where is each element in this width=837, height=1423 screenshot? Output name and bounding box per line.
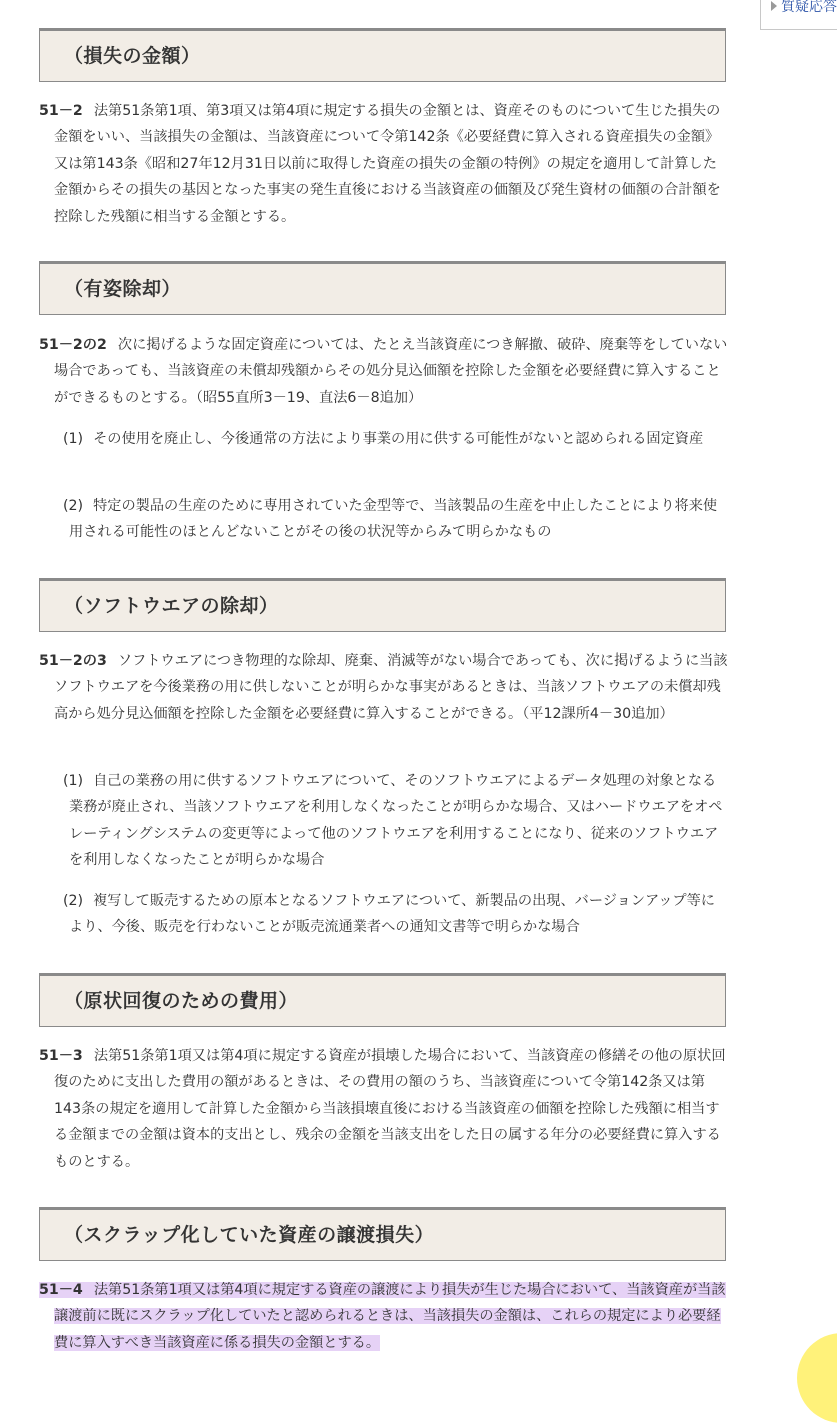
section-heading-text: （原状回復のための費用） — [64, 990, 299, 1012]
paragraph-number: 51－2の2 — [39, 337, 107, 353]
paragraph-51-2-2 — [39, 332, 729, 411]
triangle-right-icon — [771, 1, 777, 11]
section-heading-text: （スクラップ化していた資産の譲渡損失） — [64, 1224, 435, 1246]
qa-link[interactable] — [760, 0, 837, 30]
list-item — [63, 888, 729, 941]
section-heading-loss-amount — [39, 28, 726, 82]
paragraph-51-2 — [39, 98, 729, 230]
item-number: (1) — [63, 431, 84, 447]
paragraph-number: 51－4 — [39, 1282, 83, 1298]
item-text: 自己の業務の用に供するソフトウエアについて、そのソフトウエアによるデータ処理の対象となる業務が廃止され、当該ソフトウエアを利用しなくなったことが明らかな場合、又はハードウエアをオペレーティングシステムの変更等によって他のソフトウエアを利用することになり、従来のソフトウエアを利用しなくなったことが明らかな場合 — [69, 773, 723, 869]
list-item — [63, 768, 729, 874]
section-heading-software-removal — [39, 578, 726, 632]
paragraph-51-2-3 — [39, 648, 729, 727]
qa-link-label: 質疑応答 — [781, 0, 837, 15]
item-number: (2) — [63, 893, 84, 909]
paragraph-text: 法第51条第1項又は第4項に規定する資産の譲渡により損失が生じた場合において、当該資産が当該譲渡前に既にスクラップ化していたと認められるときは、当該損失の金額は、これらの規定により必要経費に算入すべき当該資産に係る損失の金額とする。 — [54, 1282, 726, 1351]
paragraph-number: 51－2 — [39, 103, 83, 119]
paragraph-number: 51－2の3 — [39, 653, 107, 669]
section-heading-scrap-transfer-loss — [39, 1207, 726, 1261]
highlighted-text — [39, 1282, 726, 1351]
item-text: その使用を廃止し、今後通常の方法により事業の用に供する可能性がないと認められる固定資産 — [93, 431, 704, 447]
paragraph-text: 次に掲げるような固定資産については、たとえ当該資産につき解撤、破砕、廃棄等をしていない場合であっても、当該資産の未償却残額からその処分見込価額を控除した金額を必要経費に算入することができるものとする。（昭55直所3－19、直法6－8追加） — [54, 337, 728, 406]
paragraph-text: 法第51条第1項、第3項又は第4項に規定する損失の金額とは、資産そのものについて生じた損失の金額をいい、当該損失の金額は、当該資産について令第142条《必要経費に算入される資産損失の金額》又は第143条《昭和27年12月31日以前に取得した資産の損失の金額の特例》の規定を適用して計算した金額からその損失の基因となった事実の発生直後における当該資産の価額及び発生資材の価額の合計額を控除した残額に相当する金額とする。 — [54, 103, 721, 225]
list-item — [63, 493, 729, 546]
paragraph-number: 51－3 — [39, 1048, 83, 1064]
section-heading-tangible-removal — [39, 261, 726, 315]
section-heading-text: （ソフトウエアの除却） — [64, 595, 279, 617]
item-text: 特定の製品の生産のために専用されていた金型等で、当該製品の生産を中止したことにより将来使用される可能性のほとんどないことがその後の状況等からみて明らかなもの — [69, 498, 718, 541]
paragraph-51-3 — [39, 1043, 729, 1175]
page-top-button[interactable] — [797, 1333, 837, 1423]
section-heading-restoration-cost — [39, 973, 726, 1027]
section-heading-text: （有姿除却） — [64, 278, 182, 300]
list-item — [63, 426, 729, 452]
item-number: (2) — [63, 498, 84, 514]
item-text: 複写して販売するための原本となるソフトウエアについて、新製品の出現、バージョンアップ等により、今後、販売を行わないことが販売流通業者への通知文書等で明らかな場合 — [69, 893, 715, 936]
item-number: (1) — [63, 773, 84, 789]
paragraph-51-4 — [39, 1277, 729, 1356]
paragraph-text: ソフトウエアにつき物理的な除却、廃棄、消滅等がない場合であっても、次に掲げるように当該ソフトウエアを今後業務の用に供しないことが明らかな事実があるときは、当該ソフトウエアの未償却残高から処分見込価額を控除した金額を必要経費に算入することができる。（平12課所4－30追加） — [54, 653, 728, 722]
paragraph-text: 法第51条第1項又は第4項に規定する資産が損壊した場合において、当該資産の修繕その他の原状回復のために支出した費用の額があるときは、その費用の額のうち、当該資産について令第142条又は第143条の規定を適用して計算した金額から当該損壊直後における当該資産の価額を控除した残額に相当する金額までの金額は資本的支出とし、残余の金額を当該支出をした日の属する年分の必要経費に算入するものとする。 — [54, 1048, 726, 1170]
section-heading-text: （損失の金額） — [64, 45, 201, 67]
